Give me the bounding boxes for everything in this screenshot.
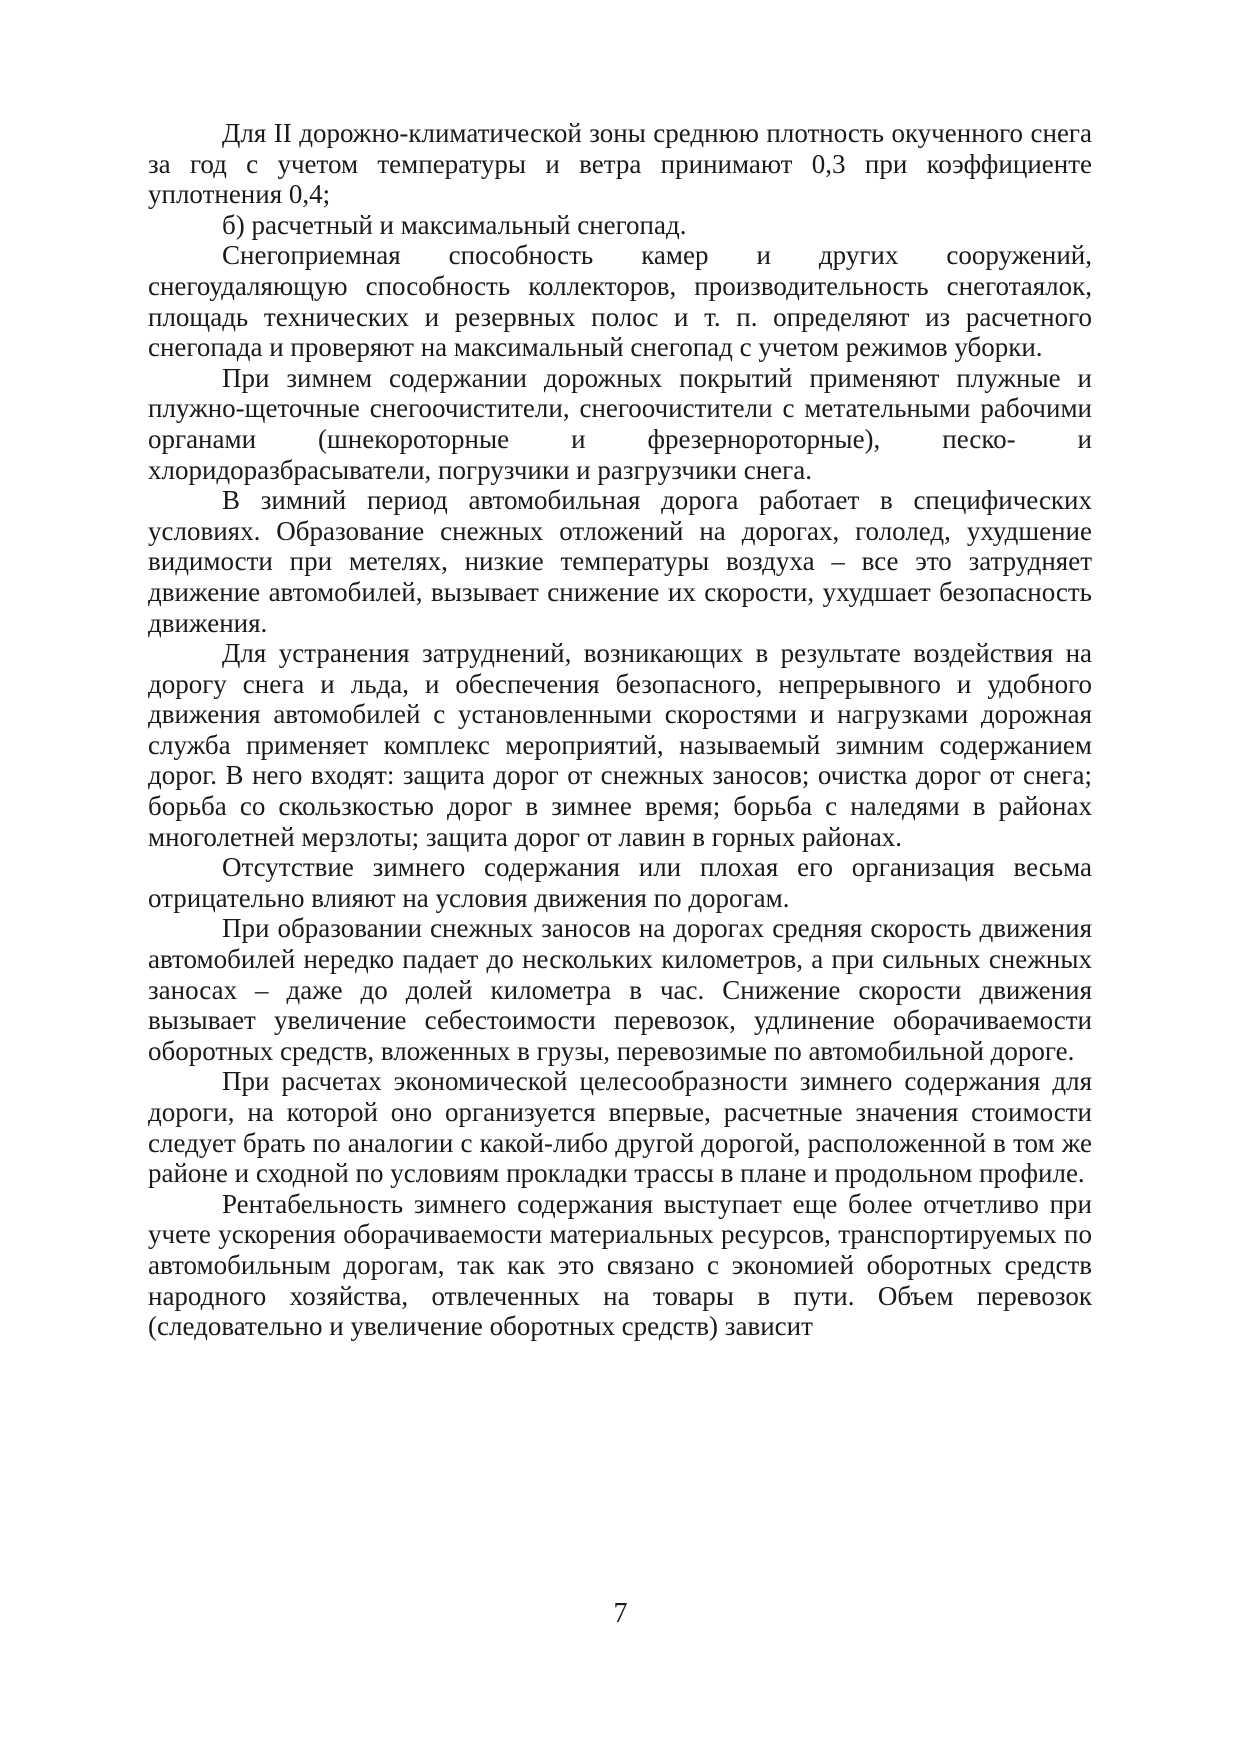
para-8: При образовании снежных заносов на дорогах средняя скорость движения автомобилей нередко падает до нескольких километров, а при сильных снежных заносах – даже до долей километра в час. Снижение скорости движения вызывает увеличение себестоимости перевозок, удлинение оборачиваемости оборотных средств, вложенных в грузы, перевозимые по автомобильной дороге. (148, 913, 1092, 1066)
para-2: б) расчетный и максимальный снегопад. (222, 209, 687, 240)
para-10: Рентабельность зимнего содержания выступает еще более отчетливо при учете ускорения оборачиваемости материальных ресурсов, транспортируемых по автомобильным дорогам, так как это связано с экономией оборотных средств народного хозяйства, отвлеченных на товары в пути. Объем перевозок (следовательно и увеличение оборотных средств) зависит (148, 1188, 1092, 1342)
para-7: Отсутствие зимнего содержания или плохая его организация весьма отрицательно влияют на условия движения по дорогам. (148, 852, 1092, 913)
para-9: При расчетах экономической целесообразности зимнего содержания для дороги, на которой оно организуется впервые, расчетные значения стоимости следует брать по аналогии с какой-либо другой дорогой, расположенной в том же районе и сходной по условиям прокладки трассы в плане и продольном профиле. (148, 1066, 1092, 1189)
para-6: Для устранения затруднений, возникающих в результате воздействия на дорогу снега и льда, и обеспечения безопасного, непрерывного и удобного движения автомобилей с установленными скоростями и нагрузками дорожная служба применяет комплекс мероприятий, называемый зимним содержанием дорог. В него входят: защита дорог от снежных заносов; очистка дорог от снега; борьба со скользкостью дорог в зимнее время; борьба с наледями в районах многолетней мерзлоты; защита дорог от лавин в горных районах. (148, 638, 1092, 852)
para-3: Снегоприемная способность камер и других сооружений, снегоудаляющую способность коллекторов, производительность снеготаялок, площадь технических и резервных полос и т. п. определяют из расчетного снегопада и проверяют на максимальный снегопад с учетом режимов уборки. (148, 240, 1092, 363)
para-4: При зимнем содержании дорожных покрытий применяют плужные и плужно-щеточные снегоочистители, снегоочистители с метательными рабочими органами (шнекороторные и фрезернороторные), песко- и хлоридоразбрасыватели, погрузчики и разгрузчики снега. (148, 362, 1092, 485)
page-number: 7 (613, 1598, 628, 1629)
body-text (148, 118, 1092, 1342)
para-5: В зимний период автомобильная дорога работает в специфических условиях. Образование снежных отложений на дорогах, гололед, ухудшение видимости при метелях, низкие температуры воздуха – все это затрудняет движение автомобилей, вызывает снижение их скорости, ухудшает безопасность движения. (148, 485, 1092, 638)
para-1: Для II дорожно-климатической зоны среднюю плотность окученного снега за год с учетом температуры и ветра принимают 0,3 при коэффициенте уплотнения 0,4; (148, 118, 1092, 210)
